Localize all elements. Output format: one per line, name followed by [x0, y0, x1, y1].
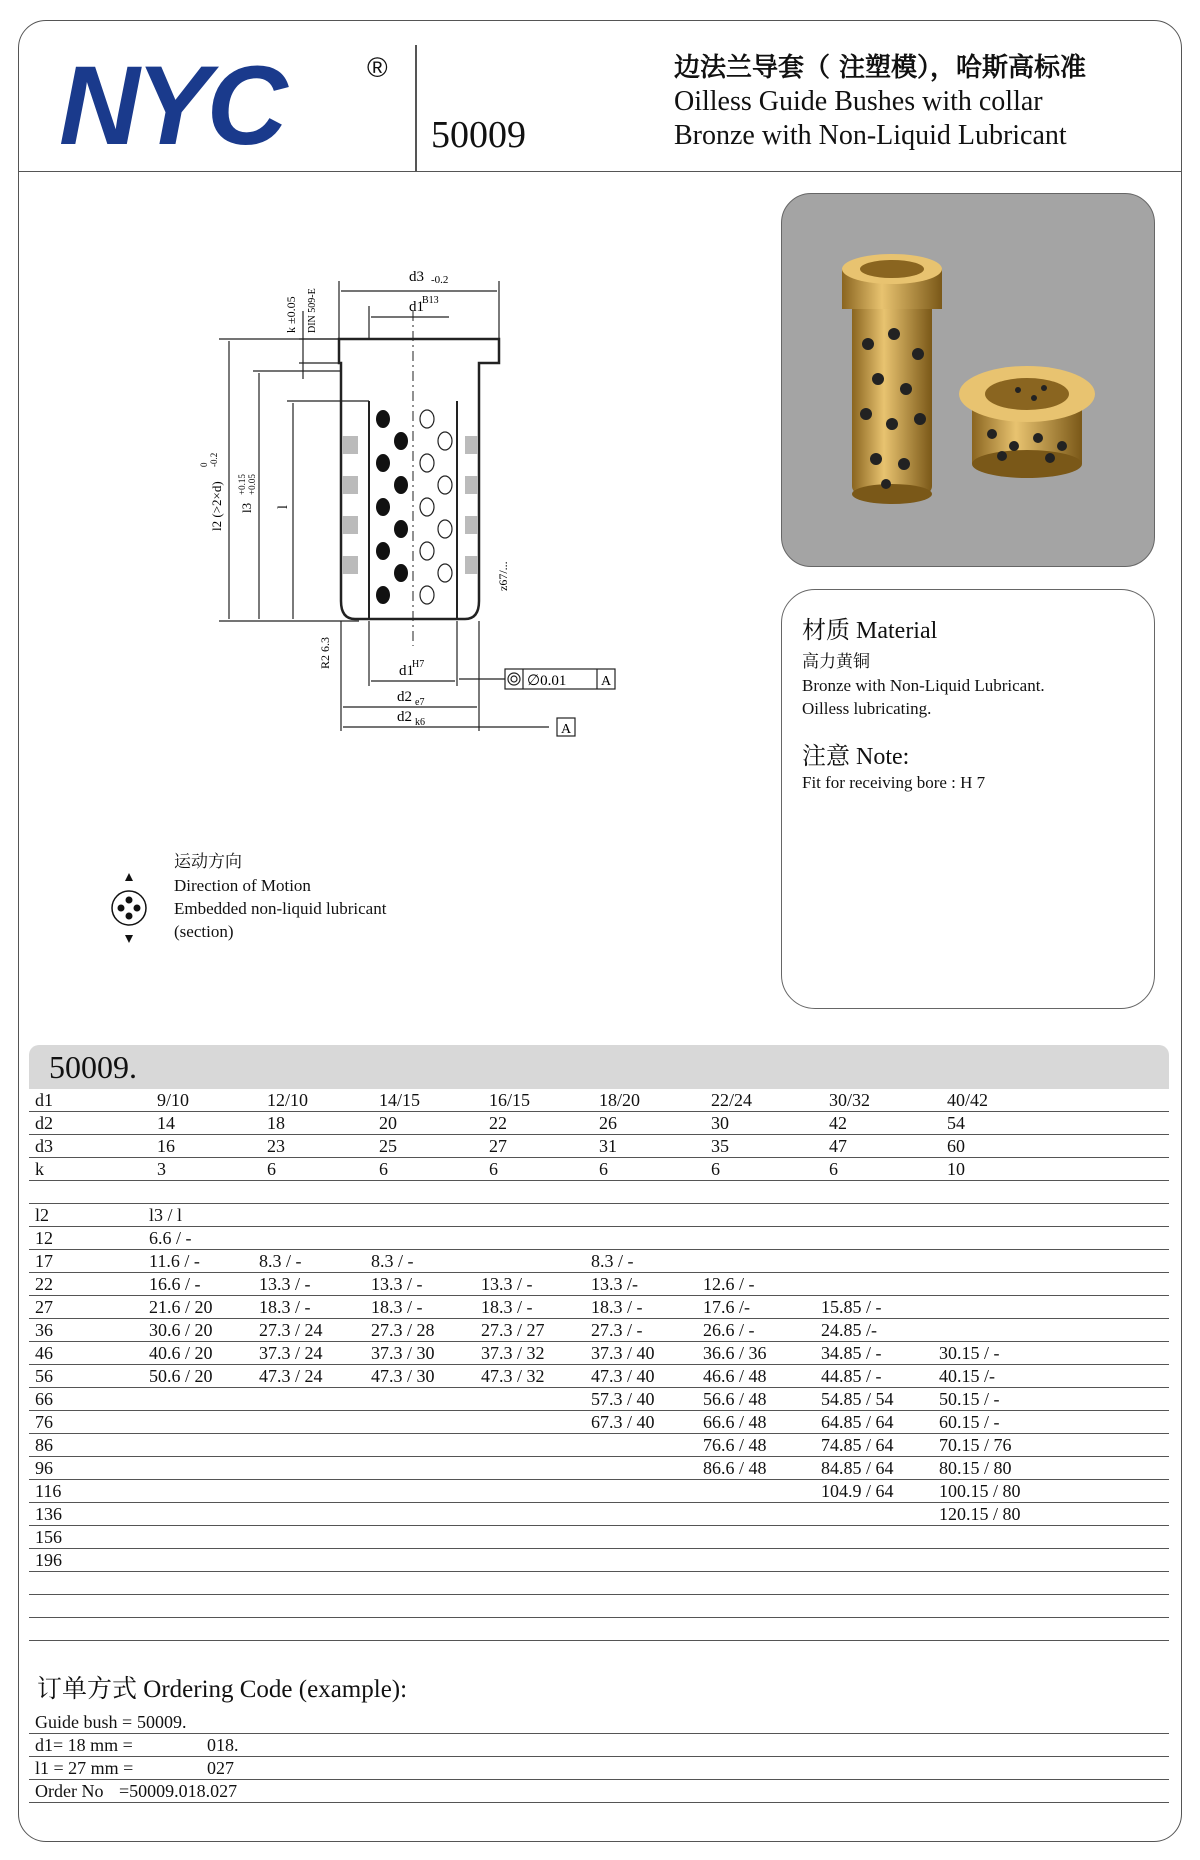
- table-row: [29, 1296, 1169, 1319]
- material-heading-cn: 材质: [802, 616, 850, 644]
- l2-tol-lo: -0.2: [209, 452, 219, 467]
- title-cn: 边法兰导套（ 注塑模），哈斯高标准: [674, 53, 1087, 83]
- material-line-1: Bronze with Non-Liquid Lubricant.: [802, 676, 1045, 695]
- table-cell: 13.3 /-: [591, 1274, 638, 1294]
- row-label: 136: [35, 1504, 62, 1524]
- d2k-label: d2: [397, 709, 412, 725]
- dim-row-d2: [29, 1112, 1169, 1135]
- row-label: 76: [35, 1412, 53, 1432]
- row-label: 22: [35, 1274, 53, 1294]
- table-title: 50009.: [49, 1049, 137, 1085]
- table-cell: 16/15: [489, 1090, 531, 1110]
- table-cell: 60: [947, 1136, 965, 1156]
- table-cell: 100.15 / 80: [939, 1481, 1021, 1501]
- table-blank-row: [29, 1572, 1169, 1595]
- table-cell: 57.3 / 40: [591, 1389, 655, 1409]
- table-cell: 37.3 / 40: [591, 1343, 655, 1363]
- table-cell: 18.3 / -: [481, 1297, 533, 1317]
- dim-row-d3: [29, 1135, 1169, 1158]
- table-cell: 76.6 / 48: [703, 1435, 767, 1455]
- table-cell: 47.3 / 24: [259, 1366, 323, 1386]
- table-cell: 22/24: [711, 1090, 753, 1110]
- k-label: k ±0.05: [284, 296, 298, 333]
- table-cell: 36.6 / 36: [703, 1343, 767, 1363]
- table-cell: 13.3 / -: [481, 1274, 533, 1294]
- table-cell: 21.6 / 20: [149, 1297, 213, 1317]
- table-cell: 50.6 / 20: [149, 1366, 213, 1386]
- motion-legend: [104, 851, 504, 961]
- table-cell: 35: [711, 1136, 729, 1156]
- table-blank-row: [29, 1595, 1169, 1618]
- l3-l-header: l3 / l: [149, 1205, 183, 1225]
- row-label: d3: [35, 1136, 53, 1156]
- table-cell: 84.85 / 64: [821, 1458, 894, 1478]
- row-label: 27: [35, 1297, 53, 1317]
- table-cell: 40.15 /-: [939, 1366, 995, 1386]
- datum-label: A: [561, 722, 572, 737]
- table-cell: 80.15 / 80: [939, 1458, 1012, 1478]
- table-cell: 44.85 / -: [821, 1366, 882, 1386]
- technical-drawing: [199, 251, 629, 831]
- note-text: Fit for receiving bore : H 7: [802, 773, 986, 792]
- table-cell: 10: [947, 1159, 965, 1179]
- table-cell: 6: [829, 1159, 838, 1179]
- row-label: 46: [35, 1343, 53, 1363]
- l3-tol-hi: +0.15: [237, 474, 247, 495]
- ordering-label: l1 = 27 mm =: [35, 1758, 134, 1778]
- table-cell: 54.85 / 54: [821, 1389, 894, 1409]
- row-label: d1: [35, 1090, 53, 1110]
- table-cell: 46.6 / 48: [703, 1366, 767, 1386]
- dim-row-d1: [29, 1089, 1169, 1112]
- table-cell: 6: [379, 1159, 388, 1179]
- ordering-title-cn: 订单方式: [37, 1674, 138, 1703]
- table-row: [29, 1342, 1169, 1365]
- dim-bottom: [341, 621, 549, 731]
- row-label: 116: [35, 1481, 62, 1501]
- table-row: [29, 1273, 1169, 1296]
- part-code: 50009: [431, 114, 526, 156]
- table-cell: 18/20: [599, 1090, 641, 1110]
- material-heading-en: Material: [856, 618, 938, 644]
- table-row: [29, 1549, 1169, 1572]
- table-cell: 40.6 / 20: [149, 1343, 213, 1363]
- table-cell: 47.3 / 40: [591, 1366, 655, 1386]
- table-row: [29, 1503, 1169, 1526]
- d3-tol: -0.2: [431, 274, 449, 286]
- table-spacer-row: [29, 1181, 1169, 1204]
- ordering-value: 018.: [207, 1735, 239, 1755]
- din-label: DIN 509-E: [307, 288, 318, 333]
- row-label: 17: [35, 1251, 53, 1271]
- table-cell: 16: [157, 1136, 175, 1156]
- header-titles: [674, 51, 1086, 153]
- ordering-value: 50009.: [137, 1712, 187, 1732]
- table-cell: 13.3 / -: [371, 1274, 423, 1294]
- row-label: 96: [35, 1458, 53, 1478]
- ordering-row: [29, 1711, 1169, 1734]
- table-cell: 40/42: [947, 1090, 989, 1110]
- table-cell: 47.3 / 30: [371, 1366, 435, 1386]
- l3-label: l3: [239, 502, 254, 513]
- l2-label: l2 (>2×d): [209, 481, 224, 531]
- table-cell: 22: [489, 1113, 507, 1133]
- table-cell: 18: [267, 1113, 285, 1133]
- table-cell: 42: [829, 1113, 847, 1133]
- row-label: 36: [35, 1320, 53, 1340]
- table-cell: 47: [829, 1136, 847, 1156]
- note-heading-en: Note:: [856, 744, 910, 770]
- table-cell: 9/10: [157, 1090, 190, 1110]
- motion-line-3: (section): [174, 922, 234, 941]
- d2k-tol: k6: [415, 717, 425, 728]
- table-cell: 18.3 / -: [591, 1297, 643, 1317]
- dim-k: [299, 311, 339, 379]
- material-heading: [802, 610, 1154, 645]
- table-cell: 6: [711, 1159, 720, 1179]
- table-row: [29, 1457, 1169, 1480]
- row-label: k: [35, 1159, 44, 1179]
- ordering-title: [37, 1669, 407, 1705]
- table-cell: 12/10: [267, 1090, 309, 1110]
- table-cell: 26.6 / -: [703, 1320, 755, 1340]
- table-cell: 6: [599, 1159, 608, 1179]
- l-label: l: [276, 505, 291, 509]
- d2e-tol: e7: [415, 697, 425, 708]
- table-cell: 86.6 / 48: [703, 1458, 767, 1478]
- z-label: z67/...: [496, 561, 510, 591]
- product-photo: [781, 193, 1155, 567]
- table-row: [29, 1388, 1169, 1411]
- table-cell: 18.3 / -: [371, 1297, 423, 1317]
- table-cell: 47.3 / 32: [481, 1366, 545, 1386]
- table-cell: 27.3 / 24: [259, 1320, 323, 1340]
- ordering-label: d1= 18 mm =: [35, 1735, 133, 1755]
- table-cell: 27.3 / 27: [481, 1320, 545, 1340]
- table-row: [29, 1434, 1169, 1457]
- ordering-label: Order No: [35, 1781, 104, 1801]
- ordering-row: [29, 1734, 1169, 1757]
- table-row: [29, 1526, 1169, 1549]
- ordering-row: [29, 1757, 1169, 1780]
- table-cell: 15.85 / -: [821, 1297, 882, 1317]
- table-cell: 66.6 / 48: [703, 1412, 767, 1432]
- table-row: [29, 1365, 1169, 1388]
- table-cell: 56.6 / 48: [703, 1389, 767, 1409]
- table-cell: 6.6 / -: [149, 1228, 192, 1248]
- table-cell: 27.3 / -: [591, 1320, 643, 1340]
- table-row: [29, 1319, 1169, 1342]
- motion-line-1: Direction of Motion: [174, 876, 311, 895]
- table-title-bar: [29, 1045, 1169, 1089]
- ordering-row: [29, 1780, 1169, 1803]
- nyc-logo: [59, 43, 389, 168]
- d1-bottom-label: d1: [399, 663, 414, 679]
- table-cell: 11.6 / -: [149, 1251, 200, 1271]
- registered-mark: ®: [367, 52, 388, 83]
- table-cell: 30.6 / 20: [149, 1320, 213, 1340]
- header: [19, 21, 1181, 172]
- ordering-title-en: Ordering Code (example):: [143, 1676, 408, 1703]
- table-cell: 3: [157, 1159, 166, 1179]
- table-cell: 31: [599, 1136, 617, 1156]
- table-cell: 70.15 / 76: [939, 1435, 1012, 1455]
- table-cell: 104.9 / 64: [821, 1481, 894, 1501]
- header-divider: [415, 45, 417, 171]
- table-cell: 50.15 / -: [939, 1389, 1000, 1409]
- concentricity-value: ∅0.01: [527, 673, 567, 689]
- table-cell: 14: [157, 1113, 175, 1133]
- table-cell: 12.6 / -: [703, 1274, 755, 1294]
- table-cell: 23: [267, 1136, 285, 1156]
- l2-header: l2: [35, 1205, 50, 1225]
- table-cell: 26: [599, 1113, 617, 1133]
- brand-logo-text: NYC: [59, 43, 284, 168]
- table-row: [29, 1250, 1169, 1273]
- l2-tol-hi: 0: [199, 462, 209, 467]
- material-cn: 高力黄铜: [802, 652, 870, 672]
- row-label: 86: [35, 1435, 53, 1455]
- bronze-bushes-illustration: [782, 194, 1154, 566]
- material-box: [781, 589, 1155, 1009]
- table-cell: 30: [711, 1113, 729, 1133]
- table-cell: 120.15 / 80: [939, 1504, 1021, 1524]
- table-cell: 37.3 / 30: [371, 1343, 435, 1363]
- table-cell: 14/15: [379, 1090, 421, 1110]
- table-cell: 64.85 / 64: [821, 1412, 894, 1432]
- row-label: d2: [35, 1113, 53, 1133]
- table-cell: 27.3 / 28: [371, 1320, 435, 1340]
- datum-ref: A: [601, 674, 612, 689]
- row-label: 156: [35, 1527, 62, 1547]
- table-cell: 74.85 / 64: [821, 1435, 894, 1455]
- l3-tol-lo: +0.05: [247, 474, 257, 495]
- table-cell: 13.3 / -: [259, 1274, 311, 1294]
- row-label: 66: [35, 1389, 53, 1409]
- note-heading: [802, 736, 1154, 771]
- table-cell: 16.6 / -: [149, 1274, 201, 1294]
- title-en-2: Bronze with Non-Liquid Lubricant: [674, 120, 1067, 151]
- ordering-label: Guide bush =: [35, 1712, 133, 1732]
- material-line-2: Oilless lubricating.: [802, 699, 932, 718]
- dim-row-k: [29, 1158, 1169, 1181]
- table-blank-row: [29, 1618, 1169, 1641]
- table-cell: 30/32: [829, 1090, 871, 1110]
- table-cell: 27: [489, 1136, 507, 1156]
- table-cell: 67.3 / 40: [591, 1412, 655, 1432]
- row-label: 196: [35, 1550, 62, 1570]
- table-cell: 60.15 / -: [939, 1412, 1000, 1432]
- d1-bottom-tol: H7: [412, 659, 425, 670]
- d2e-label: d2: [397, 689, 412, 705]
- r2-label: R2 6.3: [318, 636, 332, 669]
- table-cell: 24.85 /-: [821, 1320, 877, 1340]
- table-row: [29, 1411, 1169, 1434]
- ordering-value: =50009.018.027: [119, 1781, 238, 1801]
- motion-cn: 运动方向: [174, 852, 242, 872]
- d1-top-tol: B13: [422, 295, 439, 306]
- table-cell: 6: [489, 1159, 498, 1179]
- length-header-row: [29, 1204, 1169, 1227]
- table-cell: 37.3 / 24: [259, 1343, 323, 1363]
- table-row: [29, 1480, 1169, 1503]
- tall-bush: [842, 254, 942, 504]
- short-bush: [959, 366, 1095, 478]
- table-cell: 18.3 / -: [259, 1297, 311, 1317]
- table-cell: 34.85 / -: [821, 1343, 882, 1363]
- row-label: 56: [35, 1366, 53, 1386]
- table-row: [29, 1227, 1169, 1250]
- table-cell: 6: [267, 1159, 276, 1179]
- title-en-1: Oilless Guide Bushes with collar: [674, 86, 1043, 117]
- d1-top-label: d1: [409, 299, 424, 315]
- table-cell: 54: [947, 1113, 965, 1133]
- motion-direction-icon: [104, 873, 154, 943]
- ordering-value: 027: [207, 1758, 234, 1778]
- table-cell: 8.3 / -: [259, 1251, 302, 1271]
- row-label: 12: [35, 1228, 53, 1248]
- table-cell: 25: [379, 1136, 397, 1156]
- motion-line-2: Embedded non-liquid lubricant: [174, 899, 387, 918]
- catalog-sheet: [18, 20, 1182, 1842]
- table-cell: 30.15 / -: [939, 1343, 1000, 1363]
- note-heading-cn: 注意: [802, 742, 850, 770]
- table-cell: 8.3 / -: [591, 1251, 634, 1271]
- table-cell: 37.3 / 32: [481, 1343, 545, 1363]
- table-cell: 20: [379, 1113, 397, 1133]
- d3-label: d3: [409, 269, 424, 285]
- table-cell: 8.3 / -: [371, 1251, 414, 1271]
- table-cell: 17.6 /-: [703, 1297, 750, 1317]
